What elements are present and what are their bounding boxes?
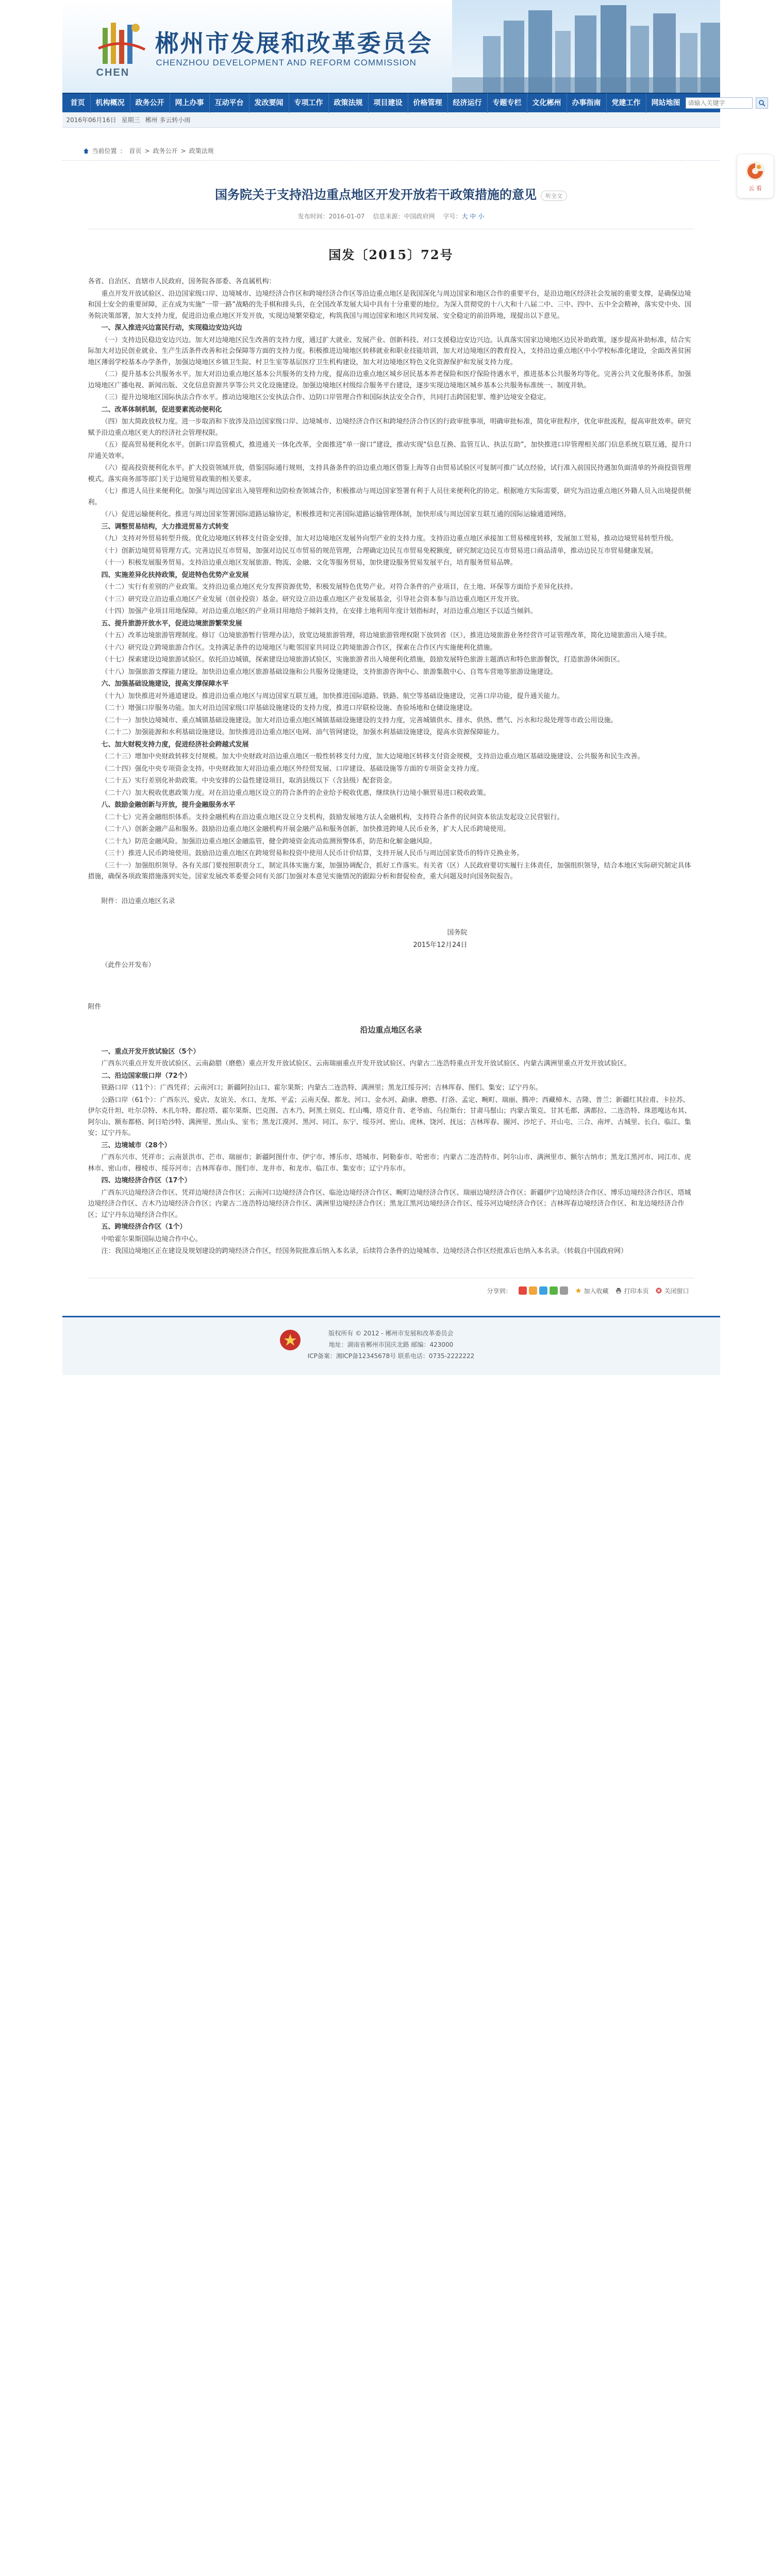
body-paragraph: （十三）研究设立沿边重点地区产业发展（创业投资）基金。研究设立沿边重点地区产业发展基金，引导社会资本参与沿边重点地区开发开放。	[101, 595, 524, 603]
logo-icon	[93, 18, 150, 74]
footer-copyright: 版权所有 © 2012 - 郴州市发展和改革委员会	[328, 1329, 454, 1337]
publish-date: 发布时间：2016-01-07	[297, 213, 365, 220]
body-paragraph: （五）提高贸易便利化水平。创新口岸监管模式，推进通关一体化改革，全面推进“单一窗口”建设，推动实现“信息互换、监管互认、执法互助”，加快推进口岸管理相关部门信息系统互联互通，提升口岸通关效率。	[88, 441, 692, 460]
cloud-logo-icon	[744, 160, 766, 182]
favorite-button[interactable]	[575, 1286, 608, 1295]
body-paragraph: （四）加大简政放权力度。进一步取消和下放涉及沿边国家级口岸、边境城市、边境经济合作区和跨境经济合作区的行政审批事项，明确审批标准，简化审批程序，优化审批流程，提高审批效率。研究赋予沿边重点地区更大的经济社会管理权限。	[88, 418, 691, 437]
article-closing	[88, 896, 694, 971]
salutation: 各省、自治区、直辖市人民政府，国务院各部委、各直属机构：	[88, 278, 276, 285]
body-paragraph: （二十七）完善金融组织体系。支持金融机构在沿边重点地区设立分支机构，鼓励发展地方法人金融机构，支持符合条件的民间资本依法发起设立民营银行。	[101, 813, 564, 821]
weather-info: 郴州 多云转小雨	[145, 116, 191, 124]
annex-body	[88, 1046, 694, 1257]
body-paragraph: （六）提高投资便利化水平。扩大投资领域开放，借鉴国际通行规则，支持具备条件的沿边重点地区借鉴上海等自由贸易试验区可复制可推广试点经验，试行准入前国民待遇加负面清单的外商投资管理模式。落实商务部等部门关于边境贸易政策的相关要求。	[88, 464, 691, 483]
annex-heading: 三、边境城市（28个）	[101, 1141, 171, 1149]
close-window-button[interactable]	[656, 1286, 689, 1295]
annex-paragraph: 注：我国边境地区正在建设及规划建设的跨境经济合作区，经国务院批准后纳入本名录，后续符合条件的边境城市、边境经济合作区经批准后也纳入本名录。（转载自中国政府网）	[101, 1247, 628, 1255]
print-button[interactable]	[615, 1286, 648, 1295]
article-title-text: 国务院关于支持沿边重点地区开发开放若干政策措施的意见	[215, 187, 537, 202]
annex-paragraph: 广西东兴市、凭祥市；云南景洪市、芒市、瑞丽市；新疆阿图什市、伊宁市、博乐市、塔城市、阿勒泰市、哈密市；内蒙古二连浩特市、阿尔山市、满洲里市、额尔古纳市；黑龙江黑河市、同江市、虎林市、密山市、穆棱市、绥芬河市；吉林珲春市、图们市、龙井市、和龙市、临江市、集安市；辽宁丹东市。	[88, 1154, 691, 1173]
share-tencent-icon[interactable]	[539, 1286, 547, 1295]
body-paragraph: （二十四）强化中央专项资金支持。中央财政加大对沿边重点地区外经贸发展、口岸建设、基础设施等方面的专项资金支持力度。	[101, 765, 484, 773]
section-heading: 六、加强基础设施建设，提高支撑保障水平	[101, 680, 229, 688]
section-heading: 八、鼓励金融创新与开放，提升金融服务水平	[101, 801, 236, 809]
nav-item-open-gov[interactable]: 政务公开	[130, 93, 170, 113]
annex-title: 沿边重点地区名录	[360, 1025, 422, 1035]
search-input[interactable]	[686, 97, 753, 109]
floating-widget-label: 云 看	[748, 185, 762, 192]
site-subtitle: CHENZHOU DEVELOPMENT AND REFORM COMMISSION	[156, 58, 417, 67]
breadcrumb-home[interactable]: 首页	[129, 147, 142, 155]
favorite-label: 加入收藏	[584, 1287, 609, 1295]
signature: 国务院	[447, 929, 468, 937]
current-date: 2016年06月16日	[66, 116, 117, 124]
body-paragraph: （十）创新边境贸易管理方式。完善边民互市贸易，加强对边民互市贸易的规范管理，合理确定边民互市贸易免税额度，研究制定边民互市贸易进口商品清单，推动边民互市贸易健康发展。	[101, 547, 658, 555]
body-paragraph: （三十）推进人民币跨境使用。鼓励沿边重点地区在跨境贸易和投资中使用人民币计价结算，支持开展人民币与周边国家货币的特许兑换业务。	[101, 850, 524, 857]
annex-heading: 一、重点开发开放试验区（5个）	[101, 1047, 200, 1056]
body-paragraph: （十八）加强旅游支撑能力建设。加快沿边重点地区旅游基础设施和公共服务设施建设，支持旅游咨询中心、旅游集散中心、自驾车营地等旅游设施建设。	[101, 668, 557, 676]
annex-paragraph: 中哈霍尔果斯国际边境合作中心。	[101, 1235, 202, 1243]
body-paragraph: （十六）研究设立跨境旅游合作区。支持满足条件的边境地区与毗邻国家共同设立跨境旅游合作区，探索在合作区内实施便利化措施。	[101, 643, 497, 652]
body-paragraph: （二）提升基本公共服务水平。加大对沿边重点地区基本公共服务的支持力度，提高沿边重点地区城乡居民基本养老保险和医疗保险待遇水平，推进基本公共服务均等化。完善公共文化服务体系，加强边境地区广播电视、新闻出版、文化信息资源共享等公共文化设施建设。加强边境地区村级综合服务平台建设，逐步实现边境地区城乡基本公共服务标准统一、制度并轨。	[88, 370, 691, 389]
nav-item-news[interactable]: 发改要闻	[249, 93, 289, 113]
annex-heading: 五、跨境经济合作区（1个）	[101, 1223, 187, 1231]
body-paragraph: （十九）加快推进对外通道建设。推进沿边重点地区与周边国家互联互通，加快推进国际道路、铁路、航空等基础设施建设，完善口岸功能，提升通关能力。	[101, 692, 564, 700]
star-icon	[575, 1287, 581, 1294]
breadcrumb-policy[interactable]: 政策法规	[189, 147, 214, 155]
section-heading: 七、加大财税支持力度，促进经济社会跨越式发展	[101, 740, 249, 749]
print-label: 打印本页	[624, 1287, 649, 1295]
close-label: 关闭窗口	[664, 1287, 689, 1295]
nav-item-about[interactable]: 机构概况	[91, 93, 130, 113]
nav-item-projects[interactable]: 项目建设	[369, 93, 408, 113]
sign-date: 2015年12月24日	[413, 941, 468, 949]
site-footer	[62, 1316, 720, 1375]
article-tools	[88, 1278, 694, 1295]
annex-heading: 四、边境经济合作区（17个）	[101, 1177, 191, 1184]
body-paragraph: （十一）积极发展服务贸易。支持沿边重点地区发展旅游、物流、金融、文化等服务贸易，加快建设服务贸易发展平台，培育服务贸易品牌。	[101, 559, 517, 567]
body-paragraph: （二十八）创新金融产品和服务。鼓励沿边重点地区金融机构开展金融产品和服务创新，加快推进跨境人民币业务，扩大人民币跨境使用。	[101, 825, 510, 833]
body-paragraph: （三十一）加强组织领导。各有关部门要按照职责分工，制定具体实施方案，加强协调配合，抓好工作落实。有关省（区）人民政府要切实履行主体责任，加强组织领导，结合本地区实际研究制定具体措施，确保各项政策措施落到实处。国家发展改革委要会同有关部门加强对本意见实施情况的跟踪分析和督促检查，重大问题及时向国务院报告。	[88, 861, 691, 880]
section-heading: 三、调整贸易结构，大力推进贸易方式转变	[101, 522, 229, 531]
body-paragraph: （一）支持边民稳边安边兴边。加大对边境地区民生改善的支持力度，通过扩大就业、发展产业、创新科技、对口支援稳边安边兴边。认真落实国家边境地区边民补助政策，逐步提高补助标准，结合实际加大对边民创业就业、生产生活条件改善和社会保障等方面的支持力度。积极推进边境地区转移就业和职业技能培训，加大对边境地区的教育投入，支持沿边重点地区中小学校标准化建设，全面改善贫困地区薄弱学校基本办学条件，加强边境地区乡镇卫生院、村卫生室等基层医疗卫生机构建设，加大对边境地区特色文化资源保护和发展支持力度。	[88, 336, 691, 366]
current-weekday: 星期三	[121, 116, 140, 124]
nav-item-policy[interactable]: 政策法规	[329, 93, 369, 113]
nav-item-guide[interactable]: 办事指南	[567, 93, 607, 113]
city-skyline-image	[452, 0, 720, 93]
breadcrumb-label: 当前位置	[92, 147, 117, 155]
font-size-medium[interactable]: 中	[470, 213, 476, 220]
listen-button[interactable]: 听全文	[541, 191, 567, 201]
nav-item-economy[interactable]: 经济运行	[448, 93, 488, 113]
article-body	[88, 276, 694, 883]
nav-item-home[interactable]: 首页	[65, 93, 91, 113]
nav-item-special-work[interactable]: 专项工作	[289, 93, 329, 113]
logo-text: CHEN	[96, 67, 130, 78]
body-paragraph: （十二）实行有差别的产业政策。支持沿边重点地区充分发挥资源优势，积极发展特色优势产业。对符合条件的产业项目，在土地、环保等方面给予差异化扶持。	[101, 583, 577, 591]
font-size-selector	[443, 212, 485, 221]
main-nav	[62, 93, 720, 112]
footer-address: 地址：湖南省郴州市国庆北路 邮编：423000	[328, 1341, 454, 1348]
close-icon	[656, 1287, 662, 1294]
location-icon	[83, 148, 89, 154]
gov-badge-icon[interactable]	[279, 1329, 302, 1351]
share-label: 分享到：	[487, 1287, 512, 1295]
nav-item-topics[interactable]: 专题专栏	[488, 93, 527, 113]
search-button[interactable]	[756, 97, 768, 109]
annex-heading: 二、沿边国家级口岸（72个）	[101, 1072, 191, 1080]
article	[62, 184, 720, 1295]
annex-label: 附件	[88, 1003, 102, 1011]
attachment-line[interactable]: 附件：沿边重点地区名录	[101, 897, 175, 905]
publish-note: （此件公开发布）	[101, 961, 155, 969]
nav-item-interaction[interactable]: 互动平台	[210, 93, 249, 113]
search-box	[686, 97, 768, 109]
breadcrumb-open-gov[interactable]: 政务公开	[153, 147, 178, 155]
nav-item-sitemap[interactable]: 网站地图	[651, 99, 680, 107]
font-size-large[interactable]: 大	[461, 213, 468, 220]
section-heading: 一、深入推进兴边富民行动，实现稳边安边兴边	[101, 324, 242, 332]
annex-paragraph: 公路口岸（61个）：广西东兴、爱店、友谊关、水口、龙邦、平孟；云南天保、都龙、河口、金水河、勐康、磨憨、打洛、孟定、畹町、瑞丽、腾冲；西藏樟木、吉隆、普兰；新疆红其拉甫、卡拉苏、伊尔克什坦、吐尔尕特、木扎尔特、都拉塔、霍尔果斯、巴克图、吉木乃、阿黑土别克、红山嘴、塔克什肯、老爷庙、乌拉斯台；甘肃马鬃山；内蒙古策克、甘其毛都、满都拉、二连浩特、珠恩嘎达布其、阿尔山、额布都格、阿日哈沙特、满洲里、黑山头、室韦；黑龙江漠河、黑河、同江、东宁、绥芬河、密山、虎林、饶河、抚远；吉林珲春、圈河、沙坨子、开山屯、三合、南坪、古城里、长白、临江、集安；辽宁丹东。	[88, 1096, 691, 1137]
nav-item-culture[interactable]: 文化郴州	[527, 93, 567, 113]
nav-item-party[interactable]: 党建工作	[607, 93, 646, 113]
article-title	[88, 184, 694, 202]
share-icons	[519, 1286, 568, 1295]
body-paragraph: （二十六）加大税收优惠政策力度。对在沿边重点地区设立的符合条件的企业给予税收优惠，继续执行边境小额贸易进口税收政策。	[101, 789, 490, 797]
article-meta	[88, 212, 694, 221]
print-icon	[615, 1287, 622, 1294]
annex-paragraph: 广西东兴重点开发开放试验区、云南勐腊（磨憨）重点开发开放试验区、云南瑞丽重点开发开放试验区、内蒙古二连浩特重点开发开放试验区、内蒙古满洲里重点开发开放试验区。	[101, 1060, 631, 1067]
body-paragraph: （三）提升边境地区国际执法合作水平。推动边境地区公安执法合作、边防口岸管理合作和国际执法安全合作，共同打击跨国犯罪、维护边境安全稳定。	[101, 394, 551, 401]
share-more-icon[interactable]	[560, 1286, 568, 1295]
date-bar	[62, 112, 720, 128]
body-paragraph: （二十五）实行差别化补助政策。中央安排的公益性建设项目，取消县级以下（含县级）配套资金。	[101, 777, 396, 785]
body-paragraph: （二十一）加快边境城市、重点城镇基础设施建设。加大对沿边重点地区城镇基础设施建设的支持力度，完善城镇供水、排水、供热、燃气、污水和垃圾处理等市政公用设施。	[101, 716, 618, 724]
section-heading: 四、实施差异化扶持政策，促进特色优势产业发展	[101, 571, 249, 579]
body-paragraph: （八）促进运输便利化。推进与周边国家签署国际道路运输协定，积极推进和完善国际道路运输管理体制，加快形成与周边国家互联互通的国际运输通道网络。	[101, 511, 571, 518]
breadcrumb: 当前位置 ： 首页 > 政务公开 > 政策法规	[62, 146, 720, 161]
font-size-small[interactable]: 小	[478, 213, 485, 220]
section-heading: 二、改革体制机制，促进要素流动便利化	[101, 405, 222, 414]
body-paragraph: （二十九）防范金融风险。加强沿边重点地区金融监管，健全跨境资金流动监测预警体系，防范和化解金融风险。	[101, 837, 437, 845]
floating-cloud-widget[interactable]	[737, 155, 773, 198]
body-paragraph: 重点开发开放试验区、沿边国家级口岸、边境城市、边境经济合作区和跨境经济合作区等沿边重点地区是我国深化与周边国家和地区合作的重要平台，是沿边地区经济社会发展的重要支撑，是确保边境和国土安全的重要屏障，正在成为实施“一带一路”战略的先手棋和排头兵，在全国改革发展大局中具有十分重要的地位。为深入贯彻党的十八大和十八届二中、三中、四中、五中全会精神，落实党中央、国务院决策部署，加大支持力度，促进沿边重点地区开发开放，实现边境繁荣稳定，构筑我国与周边国家和地区共同发展、安全稳定的前沿阵地，现提出以下意见。	[88, 290, 691, 320]
body-paragraph: （十五）改革边境旅游管理制度。修订《边境旅游暂行管理办法》，放宽边境旅游管理，将边境旅游管理权限下放到省（区），推进边境旅游业务经营许可证管理改革，简化边境旅游出入境手续。	[101, 632, 671, 639]
annex-paragraph: 广西东兴边境经济合作区、凭祥边境经济合作区；云南河口边境经济合作区、临沧边境经济合作区、畹町边境经济合作区、瑞丽边境经济合作区；新疆伊宁边境经济合作区、博乐边境经济合作区、塔城边境经济合作区、吉木乃边境经济合作区；内蒙古二连浩特边境经济合作区、满洲里边境经济合作区；黑龙江黑河边境经济合作区、绥芬河边境经济合作区；吉林珲春边境经济合作区、和龙边境经济合作区；辽宁丹东边境经济合作区。	[88, 1189, 691, 1219]
body-paragraph: （九）支持对外贸易转型升级。优化边境地区转移支付资金安排，加大对边境地区发展外向型产业的支持力度。支持沿边重点地区承接加工贸易梯度转移，发展加工贸易，推动边境贸易转型升级。	[101, 535, 678, 543]
body-paragraph: （二十）增强口岸服务功能。加大对沿边国家级口岸基础设施建设的支持力度，推进口岸联检设施、查验场地和仓储设施建设。	[101, 704, 477, 712]
footer-icp: ICP备案：湘ICP备12345678号 联系电话：0735-2222222	[307, 1352, 475, 1360]
annex-paragraph: 铁路口岸（11个）：广西凭祥；云南河口；新疆阿拉山口、霍尔果斯；内蒙古二连浩特、满洲里；黑龙江绥芬河；吉林珲春、图们、集安；辽宁丹东。	[101, 1084, 542, 1092]
body-paragraph: （二十三）增加中央财政转移支付规模。加大中央财政对沿边重点地区一般性转移支付力度，加大边境地区转移支付资金规模，支持沿边重点地区基础设施建设、公共服务和民生改善。	[101, 753, 644, 760]
document-number: 国发〔2015〕72号	[328, 247, 454, 262]
page	[62, 0, 720, 1375]
body-paragraph: （十四）加强产业项目用地保障。对沿边重点地区的产业项目用地给予倾斜支持，在安排土地利用年度计划指标时，对沿边重点地区予以适当倾斜。	[101, 607, 537, 615]
site-header	[62, 0, 720, 93]
article-source: 信息来源：中国政府网	[373, 213, 435, 220]
share-qzone-icon[interactable]	[529, 1286, 537, 1295]
section-heading: 五、提升旅游开放水平，促进边境旅游繁荣发展	[101, 619, 242, 628]
site-title[interactable]: 郴州市发展和改革委员会	[155, 29, 433, 57]
font-size-label: 字号：	[443, 213, 462, 220]
search-icon	[758, 99, 766, 107]
body-paragraph: （七）推进人员往来便利化。加强与周边国家出入境管理和边防检查领域合作，积极推动与周边国家签署有利于人员往来便利化的协定。根据地方实际需要，研究为沿边重点地区外籍人员入出境提供便利。	[88, 487, 691, 506]
body-paragraph: （十七）探索建设边境旅游试验区。依托沿边城镇，探索建设边境旅游试验区，实施旅游者出入境便利化措施，鼓励发展特色旅游主题酒店和特色旅游餐饮，打造旅游休闲街区。	[101, 656, 624, 664]
share-wechat-icon[interactable]	[550, 1286, 558, 1295]
nav-item-online-service[interactable]: 网上办事	[170, 93, 210, 113]
body-paragraph: （二十二）加强能源和水利基础设施建设。加快推进沿边重点地区电网、油气管网建设，加强水利基础设施建设，提高水资源保障能力。	[101, 728, 504, 736]
share-weibo-icon[interactable]	[519, 1286, 527, 1295]
nav-item-pricing[interactable]: 价格管理	[408, 93, 448, 113]
